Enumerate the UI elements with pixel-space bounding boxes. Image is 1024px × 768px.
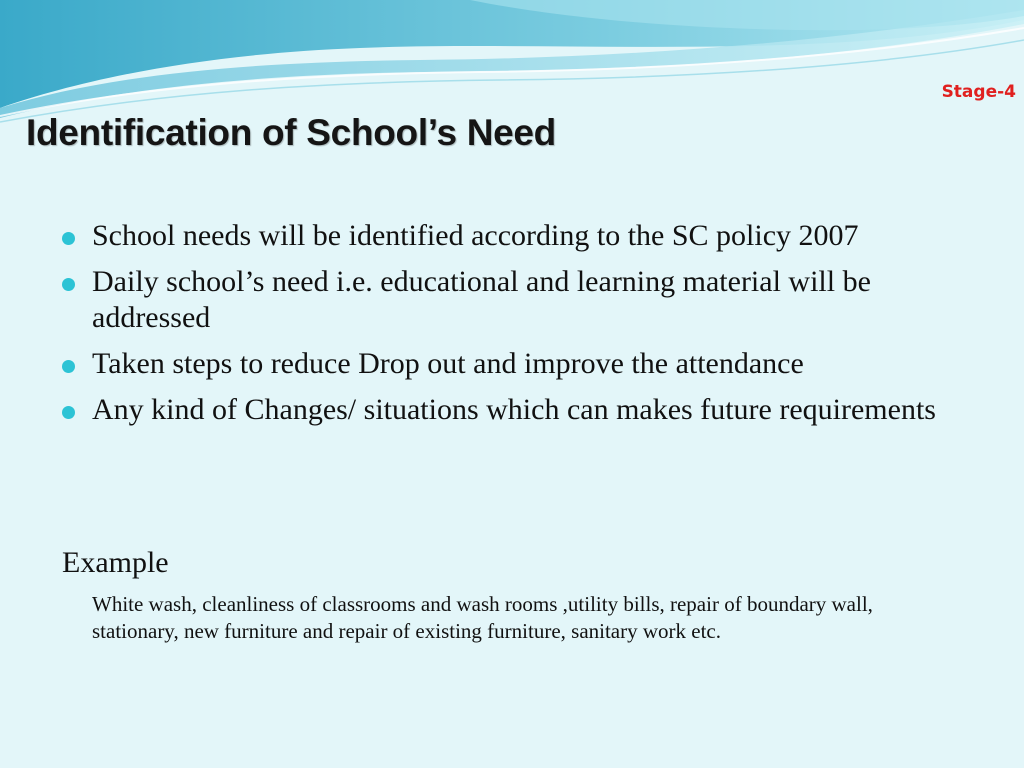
header-wave-decoration	[0, 0, 1024, 130]
bullet-icon	[62, 406, 75, 419]
slide-title: Identification of School’s Need	[26, 112, 556, 153]
bullet-text: Taken steps to reduce Drop out and improve the attendance	[92, 347, 804, 380]
bullet-list	[62, 218, 962, 438]
stage-label: Stage-4	[941, 82, 1016, 102]
bullet-item	[62, 264, 962, 336]
bullet-item	[62, 392, 962, 428]
bullet-item	[62, 346, 962, 382]
bullet-icon	[62, 360, 75, 373]
bullet-text: Any kind of Changes/ situations which can makes future requirements	[92, 393, 936, 426]
bullet-text: Daily school’s need i.e. educational and learning material will be addressed	[92, 265, 871, 334]
bullet-item	[62, 218, 962, 254]
example-text: White wash, cleanliness of classrooms and wash rooms ,utility bills, repair of boundary wall, stationary, new furniture and repair of existing furniture, sanitary work etc.	[92, 592, 873, 643]
example-heading: Example	[62, 546, 169, 579]
bullet-icon	[62, 278, 75, 291]
bullet-text: School needs will be identified according to the SC policy 2007	[92, 219, 859, 252]
bullet-icon	[62, 232, 75, 245]
